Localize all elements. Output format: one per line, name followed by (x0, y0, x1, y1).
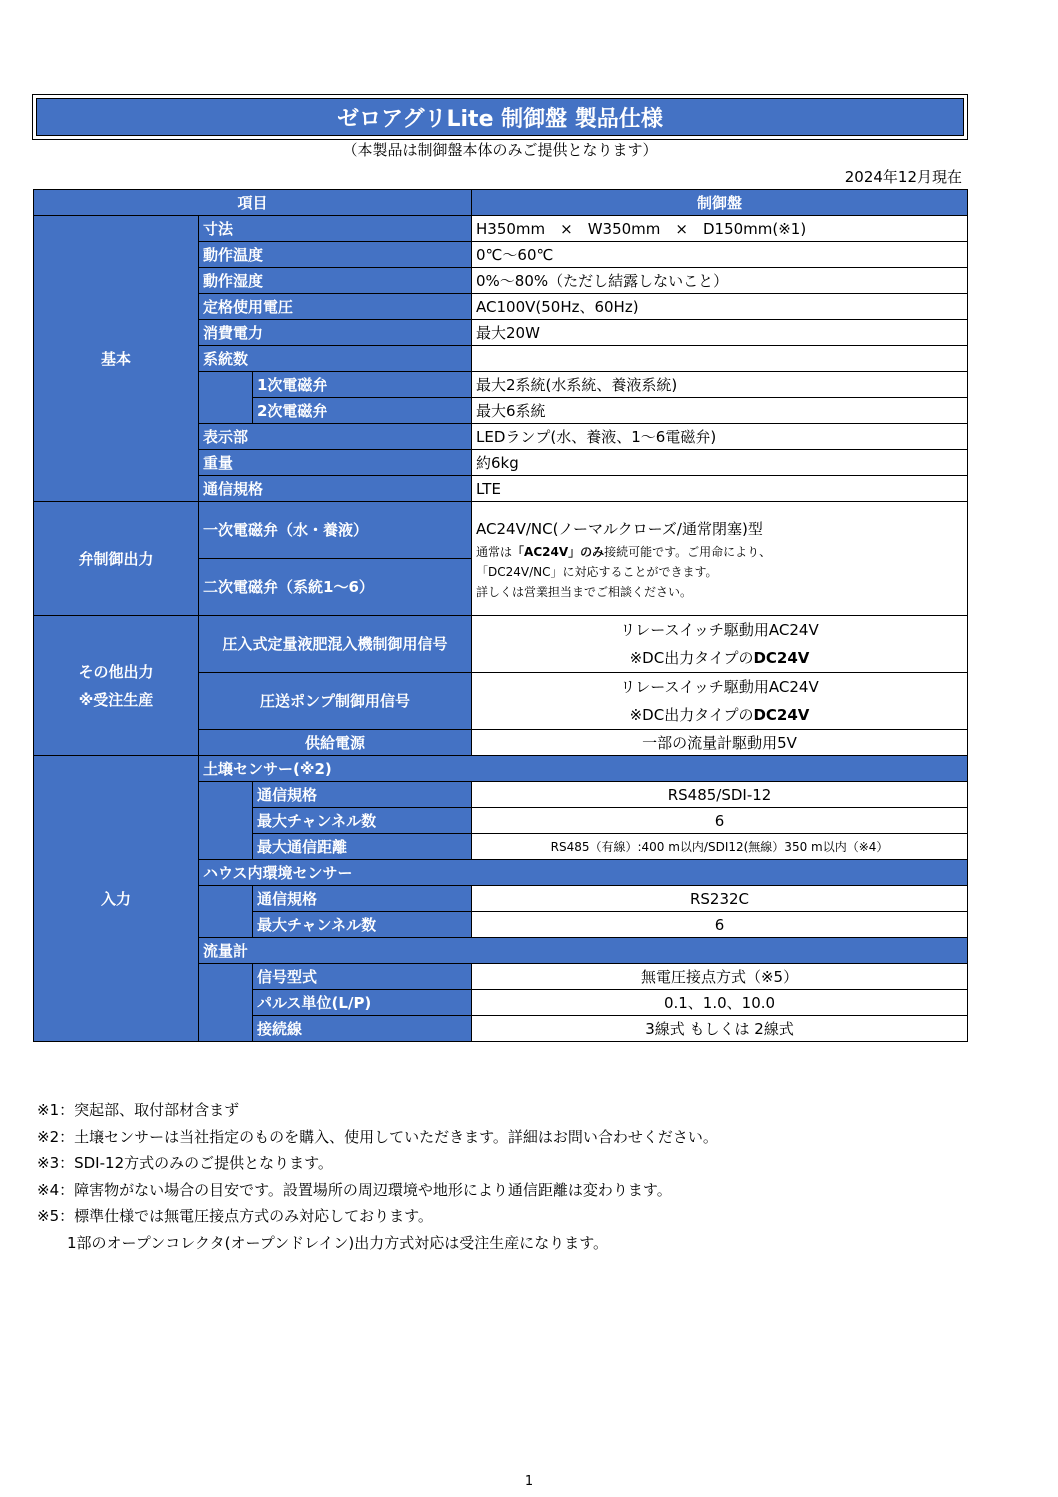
value-display: LEDランプ(水、養液、1〜6電磁弁) (472, 424, 968, 450)
label-valve1: 1次電磁弁 (253, 372, 472, 398)
footnote: ※3：SDI-12方式のみのご提供となります。 (37, 1154, 333, 1173)
valve-output-note-1 (476, 542, 963, 562)
valve-output-note-2: 「DC24V/NC」に対応することができます。 (476, 564, 718, 579)
value-valve1: 最大2系統(水系統、養液系統) (472, 372, 968, 398)
label-soil-sensor: 土壌センサー(※2) (199, 756, 968, 782)
page-title: ゼロアグリLite 制御盤 製品仕様 (36, 98, 964, 136)
footnote: ※5：標準仕様では無電圧接点方式のみ対応しております。 (37, 1207, 433, 1226)
note-1c: 接続可能です。ご用命により、 (604, 544, 772, 559)
label-power: 消費電力 (199, 320, 472, 346)
value-comm: LTE (472, 476, 968, 502)
value-flow-pulse: 0.1、1.0、10.0 (472, 990, 968, 1016)
note-1b: 「AC24V」のみ (512, 544, 605, 559)
value-soil-distance: RS485（有線）:400 m以内/SDI12(無線）350 m以内（※4） (472, 834, 968, 860)
title-box (32, 94, 968, 140)
label-house-comm: 通信規格 (253, 886, 472, 912)
value-flow-signal: 無電圧接点方式（※5） (472, 964, 968, 990)
footnote: ※2：土壌センサーは当社指定のものを購入、使用していただきます。詳細はお問い合わせください。 (37, 1127, 718, 1146)
fert-line2 (476, 644, 963, 672)
label-secondary-valve: 二次電磁弁（系統1〜6） (199, 559, 472, 616)
value-valve2: 最大6系統 (472, 398, 968, 424)
label-flow-wire: 接続線 (253, 1016, 472, 1042)
label-flow-meter: 流量計 (199, 938, 968, 964)
pump-line2b: DC24V (753, 706, 810, 724)
fert-line2b: DC24V (753, 649, 810, 667)
label-soil-comm: 通信規格 (253, 782, 472, 808)
header-item: 項目 (34, 190, 472, 216)
other-output-line2: ※受注生産 (78, 690, 154, 709)
label-soil-channels: 最大チャンネル数 (253, 808, 472, 834)
value-soil-comm: RS485/SDI-12 (472, 782, 968, 808)
value-pump-signal (472, 673, 968, 730)
label-display: 表示部 (199, 424, 472, 450)
indent-systems (199, 372, 253, 424)
spec-table (33, 189, 968, 1042)
label-size: 寸法 (199, 216, 472, 242)
label-systems: 系統数 (199, 346, 472, 372)
value-systems (472, 346, 968, 372)
value-valve-output (472, 502, 968, 616)
label-humidity: 動作湿度 (199, 268, 472, 294)
label-power-supply: 供給電源 (199, 730, 472, 756)
indent-house (199, 886, 253, 938)
other-output-line1: その他出力 (78, 662, 154, 681)
value-temp: 0℃〜60℃ (472, 242, 968, 268)
pump-line2 (476, 701, 963, 729)
label-valve2: 2次電磁弁 (253, 398, 472, 424)
value-house-comm: RS232C (472, 886, 968, 912)
value-house-channels: 6 (472, 912, 968, 938)
pump-line2a: ※DC出力タイプの (629, 706, 754, 724)
label-primary-valve: 一次電磁弁（水・養液） (199, 502, 472, 559)
value-size: H350mm × W350mm × D150mm(※1) (472, 216, 968, 242)
label-flow-signal: 信号型式 (253, 964, 472, 990)
label-fertilizer-signal: 圧入式定量液肥混入機制御用信号 (199, 616, 472, 673)
label-soil-distance: 最大通信距離 (253, 834, 472, 860)
indent-flow (199, 964, 253, 1042)
footnote: ※4：障害物がない場合の目安です。設置場所の周辺環境や地形により通信距離は変わります。 (37, 1180, 672, 1199)
label-voltage: 定格使用電圧 (199, 294, 472, 320)
label-comm: 通信規格 (199, 476, 472, 502)
value-power-supply: 一部の流量計駆動用5V (472, 730, 968, 756)
group-valve-output: 弁制御出力 (34, 502, 199, 616)
fert-line2a: ※DC出力タイプの (629, 649, 754, 667)
indent-soil (199, 782, 253, 860)
label-flow-pulse: パルス単位(L/P) (253, 990, 472, 1016)
value-humidity: 0%〜80%（ただし結露しないこと） (472, 268, 968, 294)
group-other-output (34, 616, 199, 756)
value-weight: 約6kg (472, 450, 968, 476)
footnote: 1部のオープンコレクタ(オープンドレイン)出力方式対応は受注生産になります。 (37, 1233, 609, 1252)
value-flow-wire: 3線式 もしくは 2線式 (472, 1016, 968, 1042)
fert-line1: リレースイッチ駆動用AC24V (620, 621, 819, 639)
as-of-date: 2024年12月現在 (844, 168, 962, 186)
note-1a: 通常は (476, 544, 513, 559)
value-soil-channels: 6 (472, 808, 968, 834)
footnotes (37, 1097, 718, 1257)
pump-line1: リレースイッチ駆動用AC24V (620, 678, 819, 696)
value-voltage: AC100V(50Hz、60Hz) (472, 294, 968, 320)
label-pump-signal: 圧送ポンプ制御用信号 (199, 673, 472, 730)
header-product: 制御盤 (472, 190, 968, 216)
page-number: 1 (524, 1474, 534, 1489)
group-input: 入力 (34, 756, 199, 1042)
value-power: 最大20W (472, 320, 968, 346)
valve-output-note-3: 詳しくは営業担当までご相談ください。 (476, 584, 693, 599)
value-fertilizer-signal (472, 616, 968, 673)
label-house-channels: 最大チャンネル数 (253, 912, 472, 938)
label-house-sensor: ハウス内環境センサー (199, 860, 968, 886)
subtitle: （本製品は制御盤本体のみご提供となります） (342, 141, 658, 159)
label-weight: 重量 (199, 450, 472, 476)
group-basic: 基本 (34, 216, 199, 502)
valve-output-main: AC24V/NC(ノーマルクローズ/通常閉塞)型 (476, 519, 763, 538)
label-temp: 動作温度 (199, 242, 472, 268)
footnote: ※1：突起部、取付部材含まず (37, 1101, 240, 1119)
